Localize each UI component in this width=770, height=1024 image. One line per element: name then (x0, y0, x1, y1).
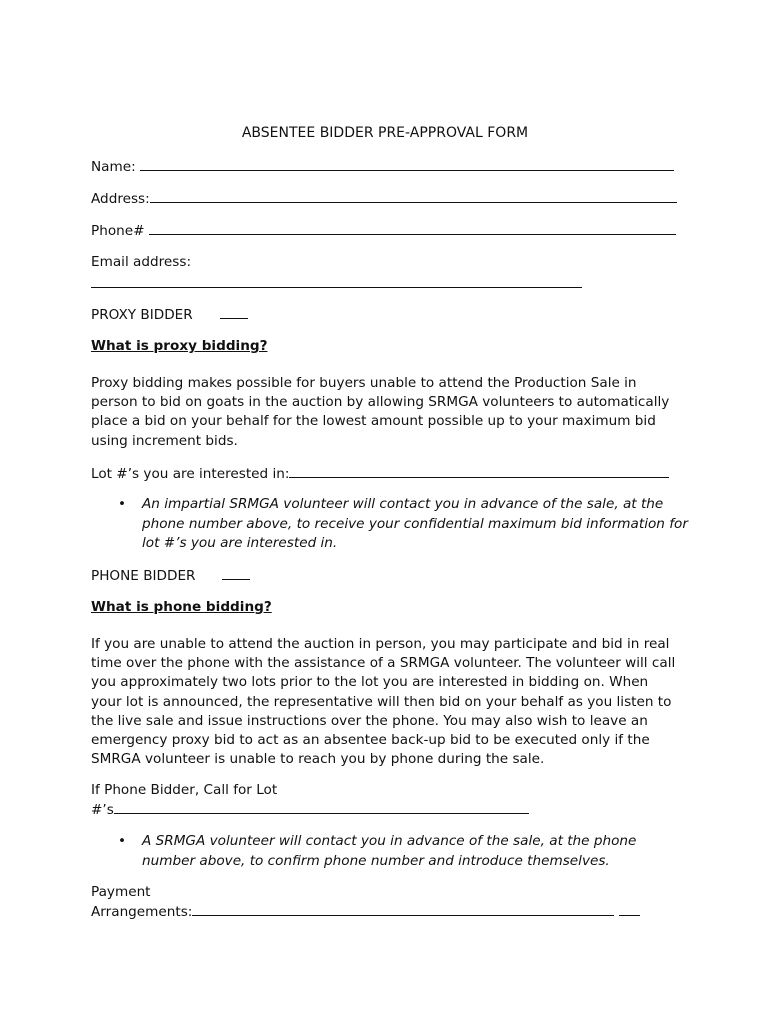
phone-heading: What is phone bidding? (91, 599, 272, 615)
phone-call-lot-field[interactable] (114, 801, 529, 814)
payment-field[interactable] (192, 903, 614, 916)
payment-label-2: Arrangements: (91, 904, 193, 920)
name-field[interactable] (140, 158, 674, 171)
proxy-bidder-label: PROXY BIDDER (91, 307, 193, 323)
phone-label: Phone# (91, 223, 149, 239)
phone-description: If you are unable to attend the auction in person, you may participate and bid in real time over the phone with the assistance of a SRMGA volunteer. The volunteer will call you approximately two lots prior to the lot you are interested in bidding on. When your lot is announced, the representative will then bid on your behalf as you listen to the live sale and issue instructions over the phone. You may also wish to leave an emergency proxy bid to act as an absentee back-up bid to be executed only if the SMRGA volunteer is unable to reach you by phone during the sale. (91, 636, 676, 768)
proxy-bidder-row (91, 306, 248, 323)
phone-bullet (118, 832, 688, 871)
phone-row (91, 222, 676, 239)
proxy-bidder-checkbox[interactable] (220, 306, 248, 319)
name-row (91, 158, 674, 175)
proxy-lot-label: Lot #’s you are interested in: (91, 466, 290, 482)
payment-label: Payment (91, 884, 151, 900)
address-label: Address: (91, 191, 150, 207)
phone-bidder-row (91, 567, 250, 584)
phone-bidder-checkbox[interactable] (222, 567, 250, 580)
bullet-icon: • (118, 833, 127, 849)
address-row (91, 190, 677, 207)
phone-call-label: If Phone Bidder, Call for Lot (91, 782, 278, 798)
email-field[interactable] (91, 275, 582, 288)
form-title: ABSENTEE BIDDER PRE-APPROVAL FORM (241, 125, 529, 141)
proxy-lot-row (91, 465, 669, 482)
phone-call-label-2: #’s (91, 802, 114, 818)
email-label: Email address: (91, 254, 192, 270)
address-field[interactable] (150, 190, 677, 203)
payment-extra-field[interactable] (619, 903, 640, 916)
bullet-icon: • (118, 496, 127, 512)
phone-call-row (91, 801, 529, 818)
phone-bidder-label: PHONE BIDDER (91, 568, 196, 584)
email-row (91, 275, 582, 292)
proxy-bullet-text: An impartial SRMGA volunteer will contact you in advance of the sale, at the phone number above, to receive your confidential maximum bid information for lot #’s you are interested in. (142, 496, 688, 552)
payment-row (91, 903, 640, 920)
phone-bullet-text: A SRMGA volunteer will contact you in advance of the sale, at the phone number above, to confirm phone number and introduce themselves. (142, 833, 637, 869)
proxy-lot-field[interactable] (289, 465, 669, 478)
proxy-bullet (118, 495, 688, 554)
proxy-description: Proxy bidding makes possible for buyers unable to attend the Production Sale in person to bid on goats in the auction by allowing SRMGA volunteers to automatically place a bid on your behalf for the lowest amount possible up to your maximum bid using increment bids. (91, 375, 670, 449)
name-label: Name: (91, 159, 141, 175)
proxy-heading: What is proxy bidding? (91, 338, 268, 354)
phone-field[interactable] (149, 222, 676, 235)
